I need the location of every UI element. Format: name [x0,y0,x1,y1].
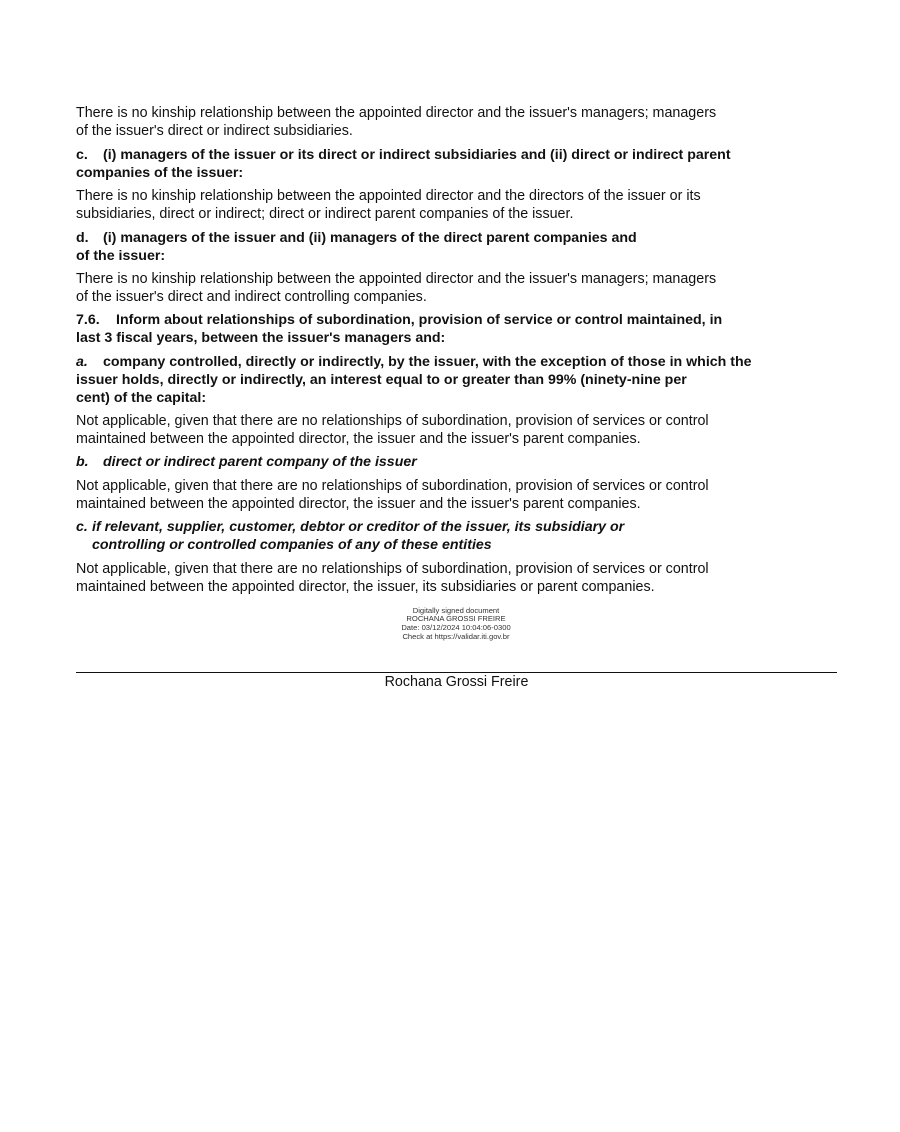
heading-text: if relevant, supplier, customer, debtor or creditor of the issuer, its subsidiary or [92,519,625,535]
item-label: b. [76,454,89,470]
item-label: c. [76,147,88,163]
heading-text: of the issuer: [76,247,166,264]
text-line: There is no kinship relationship between the appointed director and the issuer's managers; managers [76,271,717,287]
heading-text: Inform about relationships of subordination, provision of service or control maintained, in [116,312,723,328]
paragraph-kinship-directors [76,188,821,224]
heading-item-c [76,147,821,183]
heading-item-c-relevant [76,519,821,555]
text-line: maintained between the appointed director, the issuer, its subsidiaries or parent companies. [76,578,655,595]
stamp-title: Digitally signed document [412,606,500,615]
text-line: There is no kinship relationship between the appointed director and the directors of the issuer or its [76,188,701,204]
section-heading-7-6 [76,312,821,348]
heading-item-d [76,230,821,266]
heading-item-b [76,454,821,472]
paragraph-not-applicable-a [76,413,821,449]
text-line: Not applicable, given that there are no relationships of subordination, provision of services or control [76,561,709,577]
paragraph-kinship-subsidiaries [76,105,821,141]
item-label: d. [76,230,89,246]
signatory-name: Rochana Grossi Freire [384,674,529,690]
heading-text: company controlled, directly or indirectly, by the issuer, with the exception of those in which the [103,354,752,370]
text-line: There is no kinship relationship between the appointed director and the issuer's managers; managers [76,105,717,121]
heading-text: last 3 fiscal years, between the issuer's managers and: [76,329,446,346]
signature-line [76,672,837,673]
paragraph-kinship-controlling [76,271,821,307]
paragraph-not-applicable-c [76,561,821,597]
text-line: of the issuer's direct or indirect subsidiaries. [76,122,353,139]
text-line: Not applicable, given that there are no relationships of subordination, provision of services or control [76,478,709,494]
stamp-verify-link[interactable]: Check at https://validar.iti.gov.br [402,632,510,641]
text-line: maintained between the appointed director, the issuer and the issuer's parent companies. [76,430,641,447]
heading-text: cent) of the capital: [76,389,207,406]
stamp-date: Date: 03/12/2024 10:04:06-0300 [401,622,511,632]
heading-text: (i) managers of the issuer or its direct or indirect subsidiaries and (ii) direct or indirect parent [103,147,731,163]
text-line: of the issuer's direct and indirect controlling companies. [76,288,427,305]
heading-text: direct or indirect parent company of the issuer [103,454,417,470]
section-number: 7.6. [76,312,100,328]
heading-text: issuer holds, directly or indirectly, an interest equal to or greater than 99% (ninety-nine per [76,371,687,388]
heading-text: controlling or controlled companies of any of these entities [92,536,492,553]
paragraph-not-applicable-b [76,478,821,514]
text-line: subsidiaries, direct or indirect; direct or indirect parent companies of the issuer. [76,205,574,222]
heading-text: (i) managers of the issuer and (ii) managers of the direct parent companies and [103,230,637,246]
heading-item-a [76,354,836,407]
item-label: a. [76,354,88,370]
digital-signature-stamp [376,606,536,642]
text-line: maintained between the appointed director, the issuer and the issuer's parent companies. [76,495,641,512]
stamp-signer: ROCHANA GROSSI FREIRE [406,614,506,623]
item-label: c. [76,519,88,535]
text-line: Not applicable, given that there are no relationships of subordination, provision of services or control [76,413,709,429]
heading-text: companies of the issuer: [76,164,244,181]
